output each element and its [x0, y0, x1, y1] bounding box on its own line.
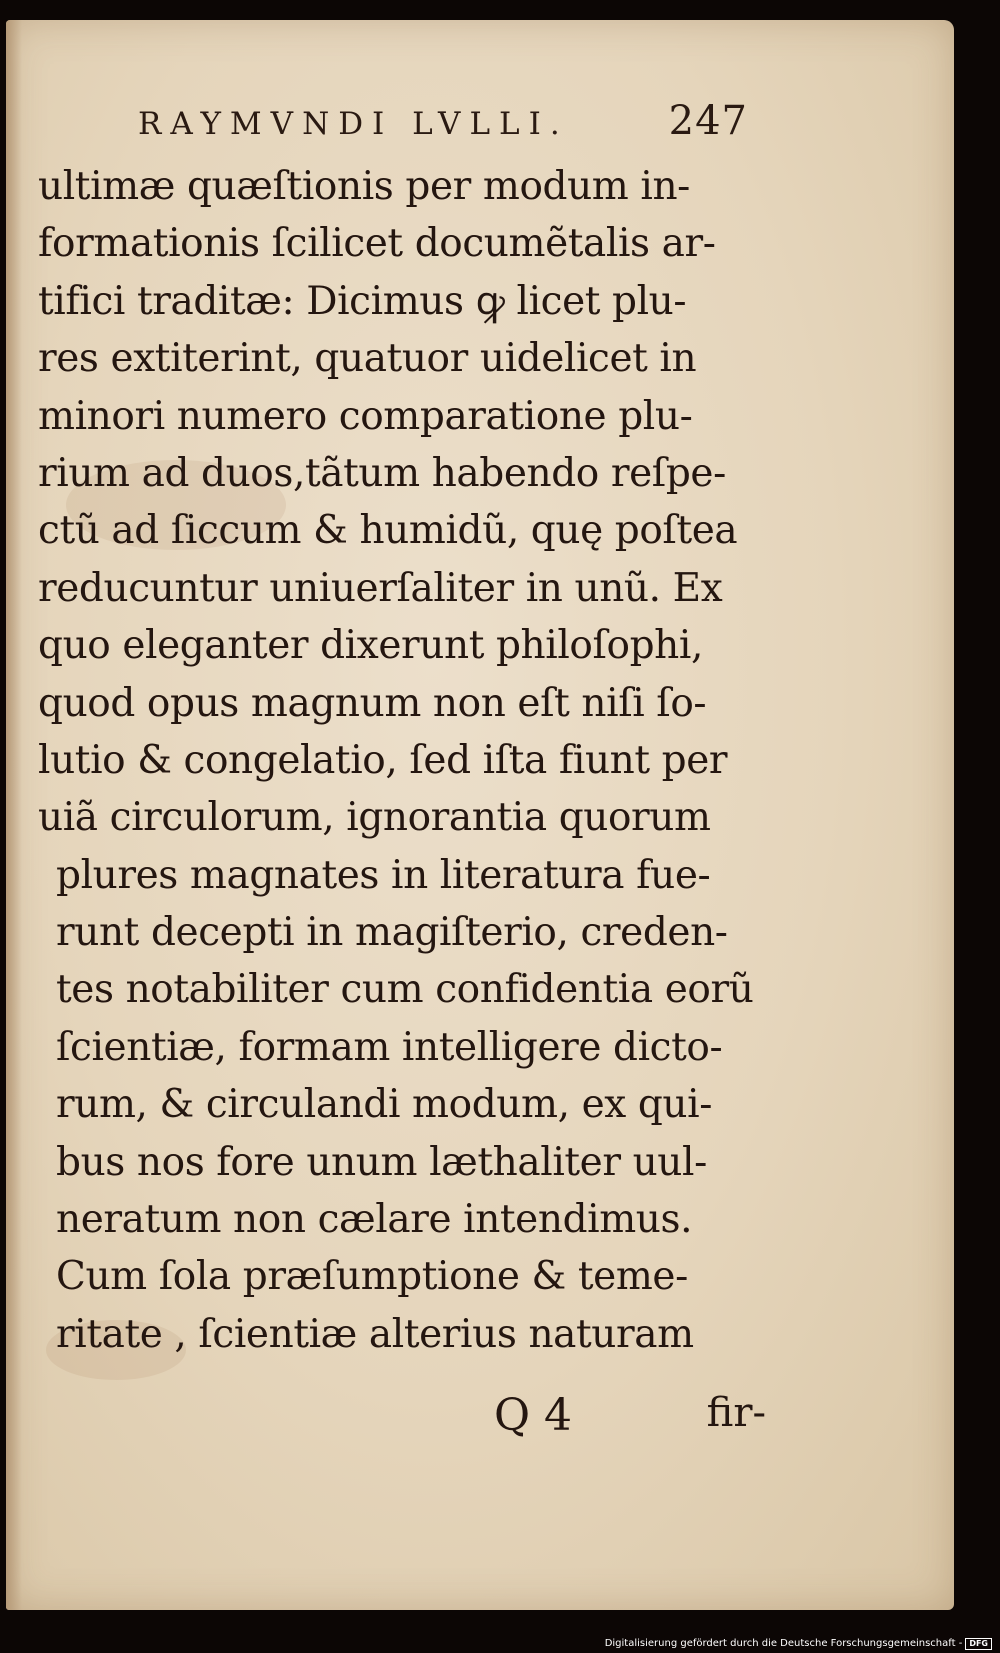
- text-line: bus nos fore unum læthaliter uul-: [56, 1139, 707, 1185]
- text-line: ultimæ quæſtionis per modum in-: [38, 164, 690, 209]
- text-line: lutio & congelatio, ſed iſta fiunt per: [38, 737, 728, 783]
- text-line: rium ad duos,tãtum habendo reſpe-: [38, 450, 726, 496]
- page-number: 247: [668, 98, 748, 144]
- running-title: RAYMVNDI LVLLI.: [138, 106, 569, 142]
- text-line: neratum non cælare intendimus.: [56, 1197, 693, 1243]
- page-footer: [486, 1390, 766, 1454]
- text-line: uiã circulorum, ignorantia quorum: [38, 795, 711, 841]
- text-line: formationis ſcilicet documẽtalis ar-: [38, 221, 716, 267]
- text-line: Cum ſola præſumptione & teme-: [56, 1254, 688, 1300]
- text-line: tes notabiliter cum confidentia eorũ: [56, 967, 754, 1013]
- text-line: ritate , ſcientiæ alterius naturam: [56, 1311, 694, 1357]
- text-line: ctũ ad ſiccum & humidũ, quę poſtea: [38, 508, 738, 554]
- catchword: fir-: [706, 1390, 766, 1436]
- text-line: rum, & circulandi modum, ex qui-: [56, 1082, 712, 1128]
- dfg-logo-icon: DFG: [965, 1638, 992, 1650]
- text-line: runt decepti in magiſterio, creden-: [56, 910, 728, 956]
- text-line: plures magnates in literatura fue-: [56, 852, 711, 898]
- text-line: quod opus magnum non eſt niſi ſo-: [38, 680, 707, 726]
- text-line: res extiterint, quatuor uidelicet in: [38, 336, 697, 382]
- signature-mark: Q 4: [494, 1390, 573, 1441]
- text-line: quo eleganter dixerunt philoſophi,: [38, 623, 703, 669]
- credit-text: Digitalisierung gefördert durch die Deutsche Forschungsgemeinschaft -: [604, 1638, 963, 1649]
- text-line: tifici traditæ: Dicimus ꝙ licet plu-: [38, 278, 687, 324]
- page-gutter-shadow: [6, 20, 22, 1610]
- body-text: [38, 158, 754, 1363]
- text-line: reducuntur uniuerſaliter in unũ. Ex: [38, 565, 723, 611]
- text-line: minori numero comparatione plu-: [38, 393, 693, 439]
- text-line: ſcientiæ, formam intelligere dicto-: [56, 1024, 723, 1070]
- digitization-credit: [605, 1638, 992, 1650]
- book-page: [6, 20, 954, 1610]
- page-header: [138, 94, 748, 154]
